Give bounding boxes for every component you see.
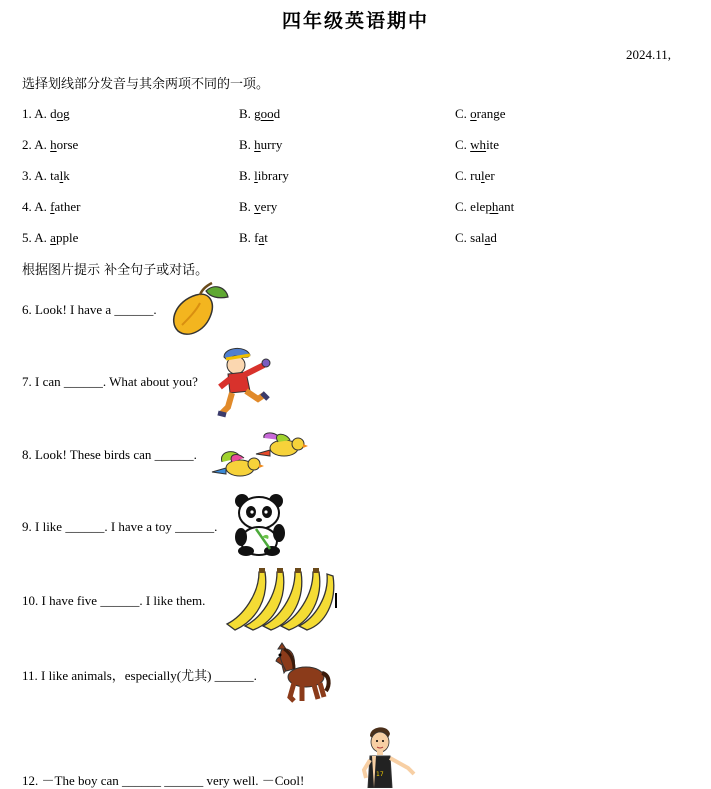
question-10: 10. I have five ______. I like them.	[22, 593, 206, 608]
option-4b: B. very	[239, 199, 278, 214]
question-11: 11. I like animals，especially(尤其) ______.	[22, 668, 257, 683]
section2-instruction: 根据图片提示 补全句子或对话。	[22, 263, 209, 278]
question-row-4	[22, 199, 702, 219]
question-8: 8. Look! These birds can ______.	[22, 447, 197, 462]
option-4c: C. elephant	[455, 199, 515, 214]
option-5b: B. fat	[239, 230, 268, 245]
option-1a: 1. A. dog	[22, 106, 70, 121]
option-2b: B. hurry	[239, 137, 283, 152]
question-6: 6. Look! I have a ______.	[22, 302, 157, 317]
running-boy-icon	[216, 343, 274, 421]
option-4a: 4. A. father	[22, 199, 81, 214]
page-title: 四年级英语期中	[281, 10, 429, 32]
question-row-2	[22, 137, 702, 157]
option-3b: B. library	[239, 168, 289, 183]
question-12: 12. －The boy can ______ ______ very well. －Cool!	[22, 773, 305, 788]
question-7: 7. I can ______. What about you?	[22, 374, 198, 389]
flying-birds-icon	[208, 428, 308, 484]
section1-instruction: 选择划线部分发音与其余两项不同的一项。	[22, 77, 270, 92]
bananas-icon	[225, 568, 337, 632]
question-9: 9. I like ______. I have a toy ______.	[22, 519, 218, 534]
option-5a: 5. A. apple	[22, 230, 79, 245]
panda-icon	[232, 493, 290, 557]
option-2a: 2. A. horse	[22, 137, 79, 152]
date-label: 2024.11,	[625, 47, 671, 62]
option-5c: C. salad	[455, 230, 497, 245]
mango-icon	[166, 281, 230, 339]
question-row-5	[22, 230, 702, 250]
option-2c: C. white	[455, 137, 500, 152]
question-row-3	[22, 168, 702, 188]
option-1c: C. orange	[455, 106, 506, 121]
option-3c: C. ruler	[455, 168, 495, 183]
horse-icon	[272, 641, 332, 705]
dancing-boy-icon	[358, 726, 420, 788]
question-row-1	[22, 106, 702, 126]
option-1b: B. good	[239, 106, 281, 121]
option-3a: 3. A. talk	[22, 168, 70, 183]
svg-text:17: 17	[376, 771, 384, 778]
